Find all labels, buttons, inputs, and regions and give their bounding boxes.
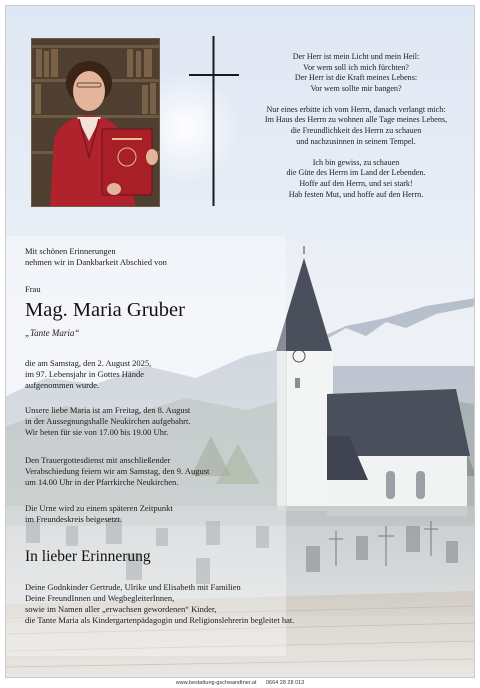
memory-heading: In lieber Erinnerung: [25, 548, 151, 565]
psalm-line: Hab festen Mut, und hoffe auf den Herrn.: [288, 189, 424, 199]
psalm-line: Vor wem sollte mir bangen?: [310, 83, 402, 93]
death-notice-line: aufgenommen wurde.: [25, 380, 100, 390]
mourners-line: Deine Godnkinder Gertrude, Ulrike und Elisabeth mit Familien: [25, 582, 241, 592]
mourners-line: Deine FreundInnen und WegbegleiterInnen,: [25, 593, 175, 603]
death-notice-line: die am Samstag, den 2. August 2025,: [25, 358, 152, 368]
portrait-photo: [31, 38, 160, 207]
psalm-line: Nur eines erbitte ich vom Herrn, danach verlangt mich:: [266, 104, 446, 114]
mourners-line: sowie im Namen aller „erwachsen gewordenen“ Kinder,: [25, 604, 217, 614]
mourners-list: [25, 582, 294, 626]
psalm-line: Ich bin gewiss, zu schauen: [312, 157, 400, 167]
funeral-line: Den Trauergottesdienst mit anschließender: [25, 455, 171, 465]
footer-phone: 0664 28 28 013: [266, 680, 305, 686]
psalm-line: und nachzusinnen in seinem Tempel.: [296, 136, 416, 146]
intro-line: nehmen wir in Dankbarkeit Abschied von: [25, 257, 167, 267]
footer: [0, 680, 480, 687]
salutation: Frau: [25, 284, 41, 294]
psalm-line: Im Haus des Herrn zu wohnen alle Tage meines Lebens,: [264, 115, 448, 125]
intro-line: Mit schönen Erinnerungen: [25, 246, 116, 256]
funeral-line: Verabschiedung feiern wir am Samstag, den 9. August: [25, 466, 210, 476]
death-notice: [25, 358, 151, 391]
footer-website: www.bestattung-gschwandtner.at: [175, 680, 257, 686]
cross-icon: [189, 36, 239, 206]
viewing-line: Wir beten für sie von 17.00 bis 19.00 Uhr.: [25, 427, 169, 437]
psalm-line: Hoffe auf den Herrn, und sei stark!: [299, 178, 413, 188]
urn-line: im Freundeskreis beigesetzt.: [25, 514, 123, 524]
psalm-line: Der Herr ist die Kraft meines Lebens:: [294, 73, 418, 83]
viewing-line: in der Aussegnungshalle Neukirchen aufgebahrt.: [25, 416, 191, 426]
deceased-name: Mag. Maria Gruber: [25, 299, 185, 321]
funeral-info: [25, 455, 209, 488]
psalm-stanza: [242, 52, 470, 94]
viewing-info: [25, 405, 190, 438]
psalm-stanza: [242, 105, 470, 147]
viewing-line: Unsere liebe Maria ist am Freitag, den 8. August: [25, 405, 191, 415]
psalm-line: Vor wem soll ich mich fürchten?: [303, 62, 409, 72]
psalm-line: die Güte des Herrn im Land der Lebenden.: [286, 168, 426, 178]
psalm-line: die Freundlichkeit des Herrn zu schauen: [290, 126, 422, 136]
death-notice-line: im 97. Lebensjahr in Gottes Hände: [25, 369, 144, 379]
psalm-text: [242, 52, 470, 211]
urn-info: [25, 503, 173, 525]
mourners-line: die Tante Maria als Kindergartenpädagogin und Religionslehrerin begleitet hat.: [25, 615, 295, 625]
funeral-line: um 14.00 Uhr in der Pfarrkirche Neukirchen.: [25, 477, 179, 487]
psalm-line: Der Herr ist mein Licht und mein Heil:: [292, 52, 420, 61]
obituary-card: [5, 5, 475, 678]
psalm-stanza: [242, 158, 470, 200]
nickname: „Tante Maria“: [25, 328, 80, 338]
urn-line: Die Urne wird zu einem späteren Zeitpunkt: [25, 503, 173, 513]
intro-text: [25, 246, 167, 268]
